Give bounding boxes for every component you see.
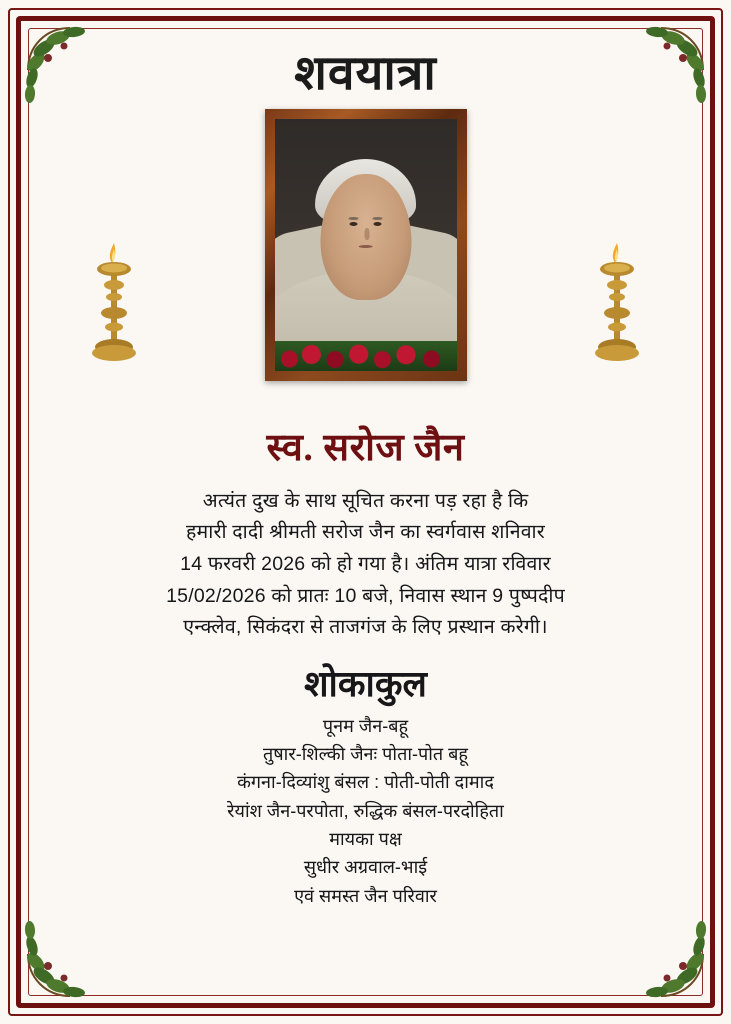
announcement-line: 14 फरवरी 2026 को हो गया है। अंतिम यात्रा रविवार — [180, 552, 551, 575]
face — [320, 174, 411, 300]
family-line: एवं समस्त जैन परिवार — [294, 885, 437, 906]
announcement-line: हमारी दादी श्रीमती सरोज जैन का स्वर्गवास शनिवार — [186, 521, 545, 544]
oil-lamp-icon-left — [86, 227, 142, 377]
nose — [365, 228, 370, 239]
family-line: मायका पक्ष — [329, 829, 402, 850]
eye-right — [374, 222, 382, 226]
photo-and-lamps-row — [40, 109, 691, 404]
photo-frame — [265, 109, 467, 381]
eyebrow-left — [348, 217, 358, 220]
announcement-line: अत्यंत दुख के साथ सूचित करना पड़ रहा है कि — [202, 489, 529, 512]
flower-garland — [275, 341, 457, 371]
mourning-heading: शोकाकुल — [304, 663, 427, 704]
oil-lamp-icon-right — [589, 227, 645, 377]
announcement-line: 15/02/2026 को प्रातः 10 बजे, निवास स्थान 9 पुष्पदीप — [166, 584, 565, 607]
deceased-photo — [275, 119, 457, 371]
family-line: कंगना-दिव्यांशु बंसल : पोती-पोती दामाद — [237, 772, 494, 793]
mouth — [359, 245, 373, 248]
card-content — [40, 38, 691, 990]
deceased-name: स्व. सरोज जैन — [266, 426, 465, 469]
family-line: पूनम जैन-बहू — [322, 715, 409, 736]
eyebrow-right — [373, 217, 383, 220]
family-line: तुषार-शिल्की जैनः पोता-पोत बहू — [263, 744, 468, 765]
announcement-line: एन्क्लेव, सिकंदरा से ताजगंज के लिए प्रस्थान करेगी। — [183, 616, 548, 639]
page-title: शवयात्रा — [294, 47, 437, 100]
family-members-list — [40, 713, 691, 911]
family-line: रेयांश जैन-परपोता, रुद्धिक बंसल-परदोहिता — [227, 800, 504, 821]
family-line: सुधीर अग्रवाल-भाई — [303, 857, 428, 878]
eye-left — [349, 222, 357, 226]
announcement-text — [58, 486, 673, 644]
